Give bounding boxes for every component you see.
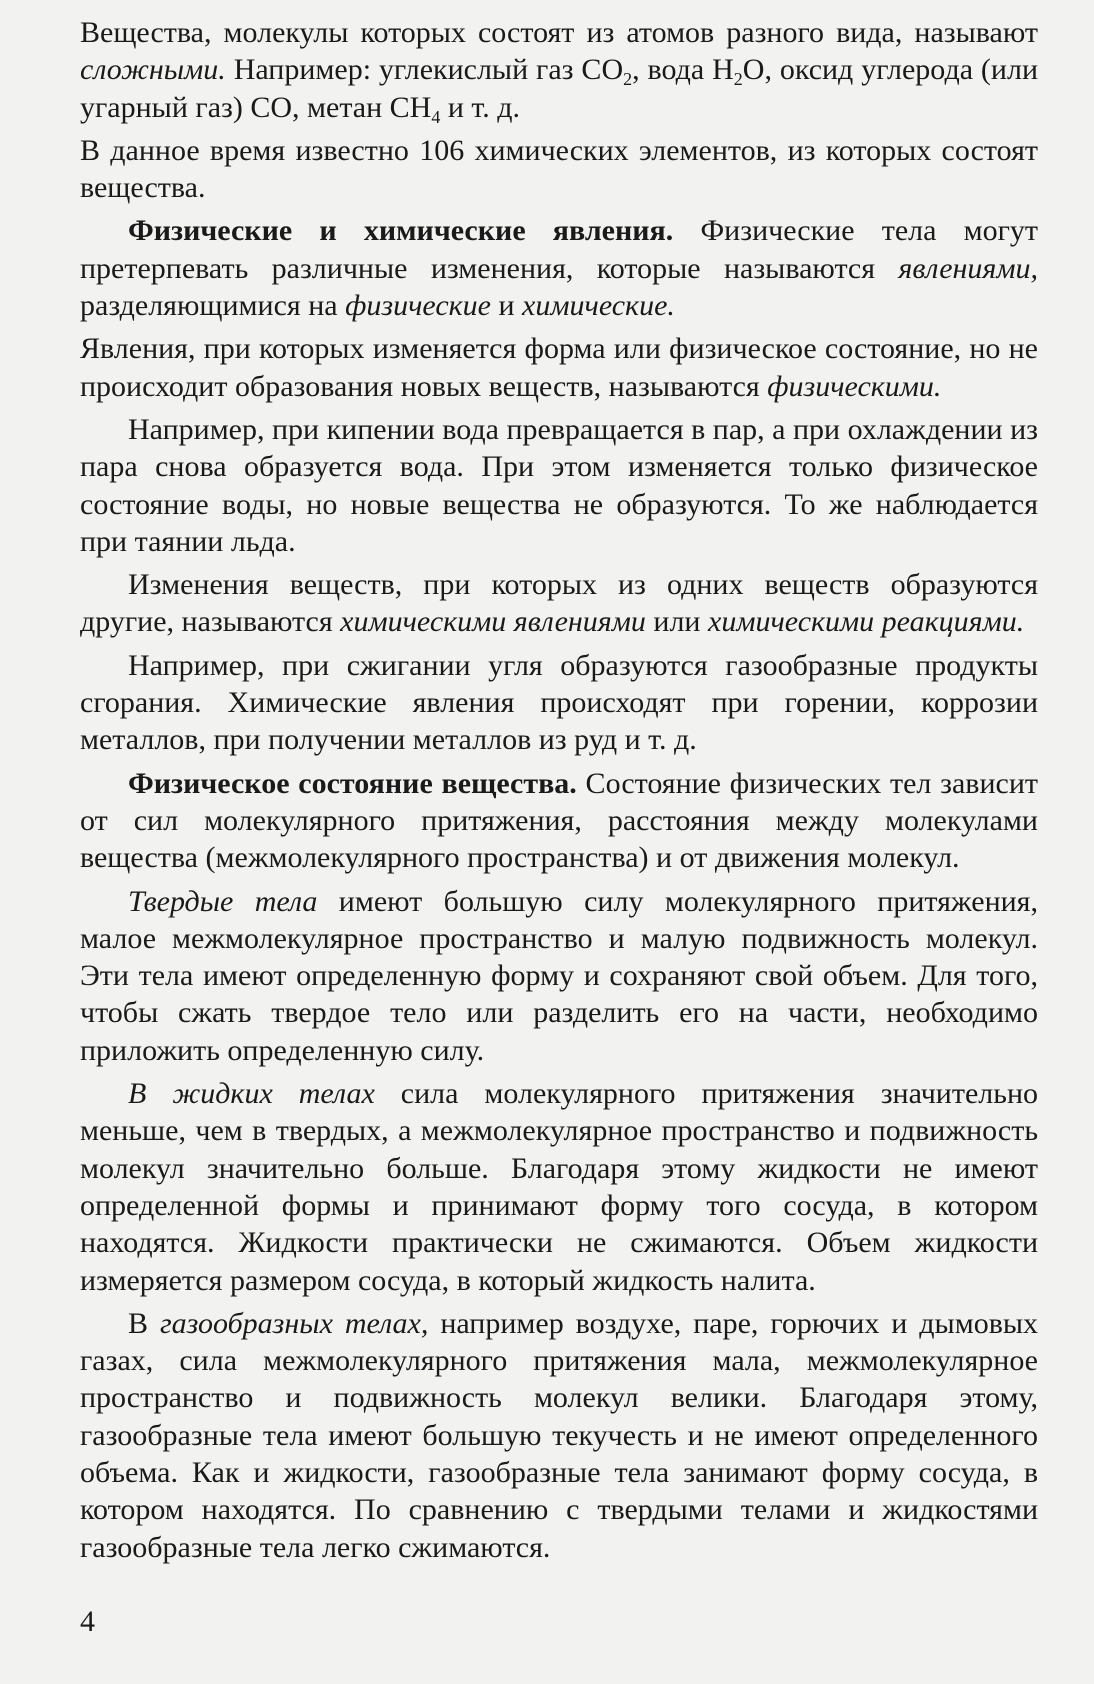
paragraph-elements-count: В данное время известно 106 химических элементов, из которых состоят вещества.	[80, 133, 1038, 205]
paragraph-physical-state	[80, 765, 1038, 877]
text-run: например воздухе, паре, горючих и дымовых газах, сила межмолекулярного притяжения мала, межмолекулярное пространство и подвижность молекул велики. Благодаря этому, газообразные тела имеют большую текучесть и не имеют определенного объема. Как и жидкости, газообразные тела занимают форму сосуда, в котором находятся. По сравнению с твердыми телами и жидкостями газообразные тела легко сжимаются.	[80, 1306, 1039, 1564]
page-text	[80, 14, 1038, 1572]
text-run: , вода Н	[632, 53, 734, 87]
paragraph-coal-example: Например, при сжигании угля образуются газообразные продукты сгорания. Химические явления происходят при горении, коррозии металлов, при получении металлов из руд и т. д.	[80, 648, 1038, 757]
subscript: 2	[623, 69, 633, 90]
text-run: Вещества, молекулы которых состоят из атомов разного вида, называют	[80, 16, 1038, 49]
text-run: Например: углекислый газ СО	[225, 53, 624, 87]
text-run: разделяющимися на	[80, 289, 346, 323]
text-run: Явления, при которых изменяется форма или физическое состояние, но не происходит образования новых веществ, называются	[80, 332, 1038, 403]
paragraph-boiling-example: Например, при кипении вода превращается в пар, а при охлаждении из пара снова образуется вода. При этом изменяется только физическое состояние воды, но новые вещества не образуются. То же наблюдается при таянии льда.	[80, 412, 1038, 558]
paragraph-complex-substances	[80, 14, 1038, 126]
paragraph-liquids	[80, 1075, 1038, 1299]
section-heading: Физическое состояние вещества.	[128, 766, 577, 800]
section-heading: Физические и химические явления.	[128, 214, 674, 248]
subscript: 2	[733, 69, 743, 90]
text-run: О, оксид углерода (или угарный газ) СО, метан СН	[80, 53, 1039, 124]
text-run: Изменения веществ, при которых из одних веществ образуются другие, называются	[80, 568, 1038, 639]
paragraph-chemical-definition	[80, 566, 1038, 641]
text-run: и т. д.	[440, 90, 521, 124]
italic-term: химическими реакциями.	[708, 605, 1025, 639]
paragraph-physical-definition	[80, 330, 1038, 405]
paragraph-phenomena	[80, 212, 1038, 324]
text-run: сила молекулярного притяжения значительно меньше, чем в твердых, а межмолекулярное пространство и подвижность молекул значительно больше. Благодаря этому жидкости не имеют определенной формы и принимают форму того сосуда, в котором находятся. Жидкости практически не сжимаются. Объем жидкости измеряется размером сосуда, в который жидкость налита.	[80, 1077, 1038, 1297]
italic-term: физическими.	[767, 369, 942, 403]
paragraph-solids	[80, 883, 1038, 1069]
text-run: Состояние физических тел зависит от сил молекулярного притяжения, расстояния между молекулами вещества (межмолекулярного пространства) и от движения молекул.	[80, 766, 1038, 875]
italic-term: физические	[345, 289, 491, 323]
text-run: имеют большую силу молекулярного притяжения, малое межмолекулярное пространство и малую подвижность молекул. Эти тела имеют определенную форму и сохраняют свой объем. Для того, чтобы сжать твердое тело или разделить его на части, необходимо приложить определенную силу.	[80, 884, 1038, 1067]
italic-term: сложными.	[80, 53, 226, 87]
text-run: Физические тела могут претерпевать различные изменения, которые называются	[80, 214, 1038, 285]
page-number: 4	[80, 1605, 95, 1638]
italic-term: газообразных телах,	[159, 1306, 429, 1340]
italic-term: химические.	[522, 289, 675, 323]
text-run: или	[645, 605, 708, 639]
paragraph-gases	[80, 1305, 1038, 1566]
italic-term: химическими явлениями	[340, 605, 646, 639]
text-run: и	[490, 289, 523, 323]
italic-term: явлениями,	[898, 251, 1038, 285]
italic-term: Твердые тела	[128, 884, 318, 918]
subscript: 4	[431, 106, 441, 127]
italic-term: В жидких телах	[128, 1077, 375, 1111]
text-run: В	[128, 1306, 160, 1340]
